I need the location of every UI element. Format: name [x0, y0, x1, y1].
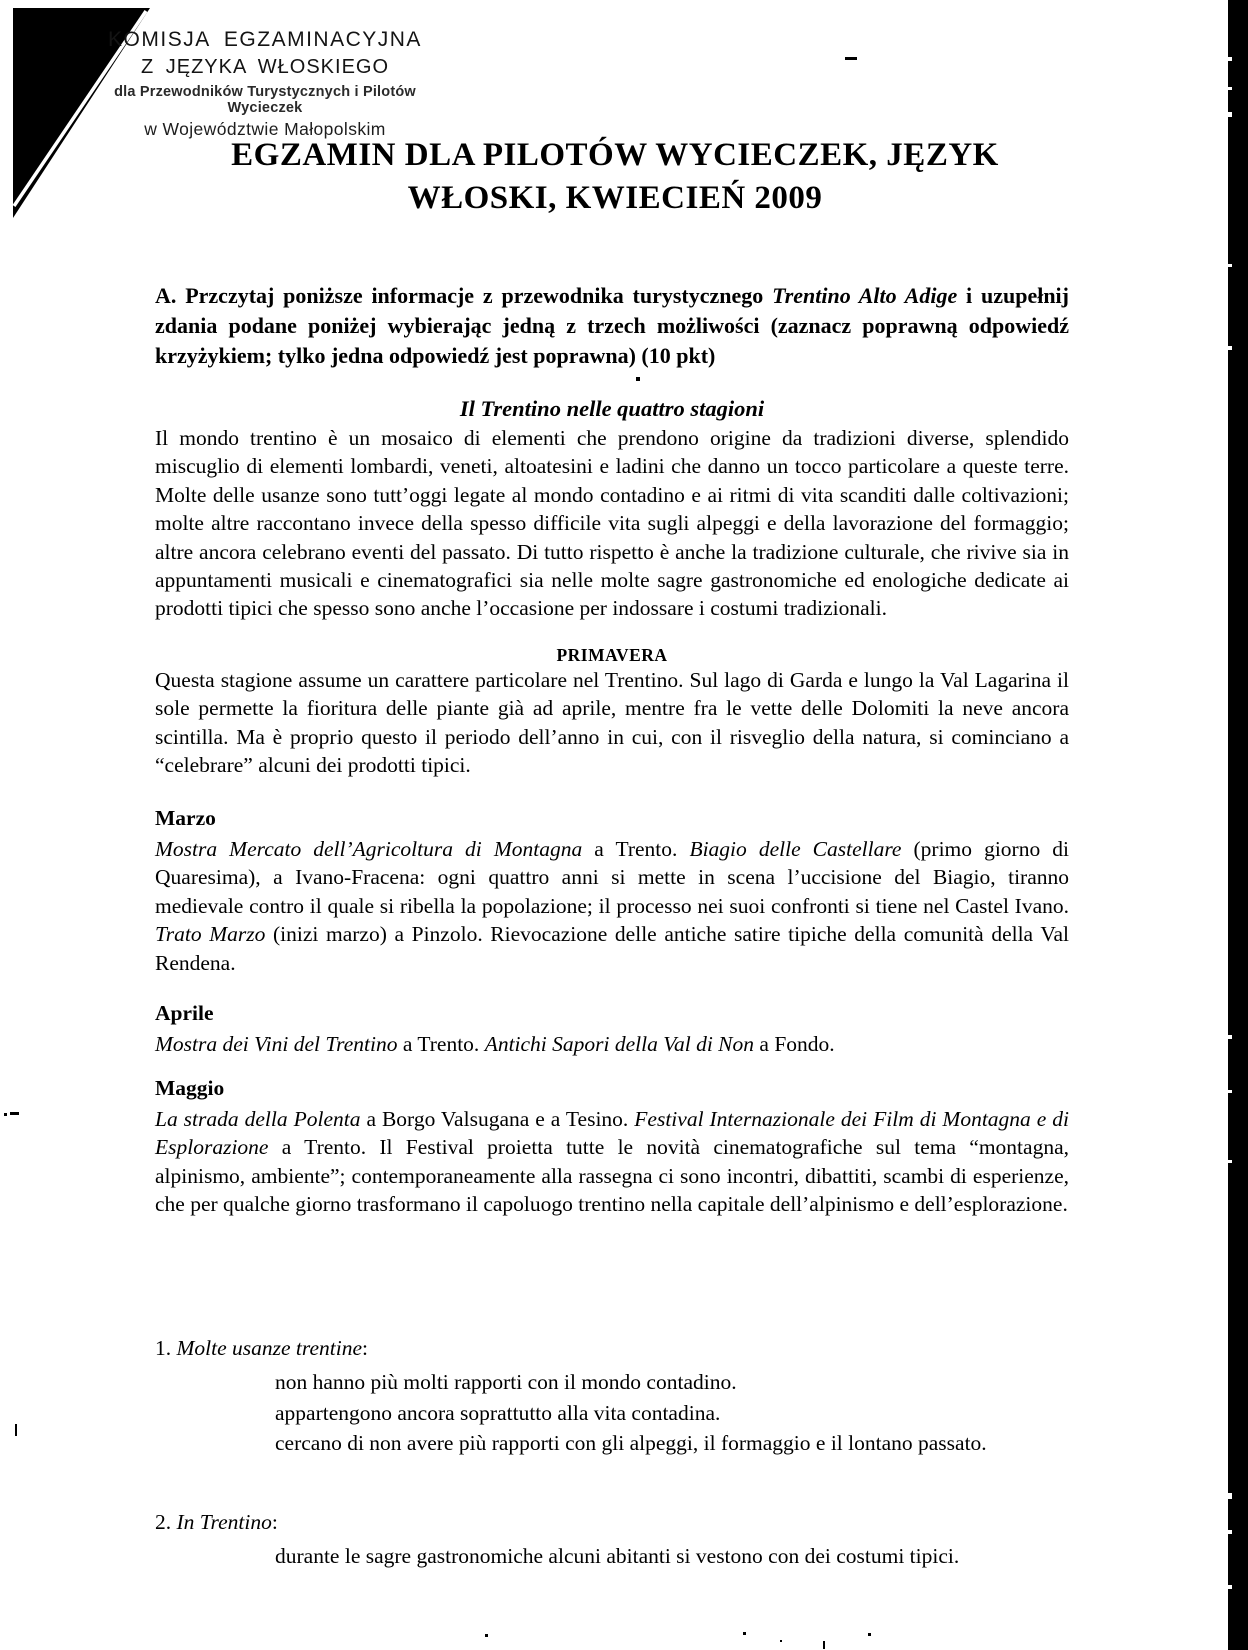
stamp-line-1: KOMISJA EGZAMINACYJNA — [108, 28, 422, 51]
month-paragraph-maggio: La strada della Polenta a Borgo Valsugana e a Tesino. Festival Internazionale dei Film di Montagna e di Esplorazione a Trento. Il Festival proietta tutte le novità cinematografiche sul tema “montagna, alpinismo, ambiente”; contemporaneamente alla rassegna ci sono incontri, dibattiti, scambi di esperienze, che per qualche giorno trasformano il capoluogo trentino nella capitale dell’alpinismo e dell’esplorazione. — [155, 1107, 1070, 1217]
scan-speck — [823, 1641, 825, 1649]
season-heading-primavera: PRIMAVERA — [556, 645, 668, 665]
scan-speck — [868, 1633, 871, 1636]
scan-speck — [15, 1424, 17, 1436]
scan-speck — [636, 377, 640, 381]
exam-commission-stamp — [85, 28, 445, 140]
page-title — [150, 134, 1080, 220]
scan-speck — [845, 57, 857, 60]
primavera-paragraph: Questa stagione assume un carattere particolare nel Trentino. Sul lago di Garda e lungo la Val Lagarina il sole permette la fioritura delle piante già ad aprile, mentre fra le vette delle Dolomiti la neve ancora scintilla. Ma è proprio questo il periodo dell’anno in cui, con il risveglio della natura, si cominciano a “celebrare” alcuni dei prodotti tipici. — [155, 668, 1069, 778]
stamp-line-2: Z JĘZYKA WŁOSKIEGO — [140, 56, 390, 78]
section-a-instructions: A. Przczytaj poniższe informacje z przewodnika turystycznego Trentino Alto Adige i uzupełnij zdania podane poniżej wybierając jedną z trzech możliwości (zaznacz poprawną odpowiedź krzyżykiem; tylko jedna odpowiedź jest poprawna) (10 pkt) — [155, 283, 1069, 368]
question-2-option-a: durante le sagre gastronomiche alcuni abitanti si vestono con dei costumi tipici. — [275, 1544, 960, 1568]
question-2-prompt: 2. In Trentino: — [155, 1510, 278, 1534]
question-1-option-a: non hanno più molti rapporti con il mondo contadino. — [275, 1370, 737, 1394]
scan-speck — [4, 1113, 7, 1116]
month-heading-aprile: Aprile — [155, 1001, 214, 1025]
month-heading-marzo: Marzo — [155, 806, 216, 830]
page-title-line-2: WŁOSKI, KWIECIEŃ 2009 — [407, 180, 823, 216]
stamp-line-4: w Województwie Małopolskim — [144, 119, 386, 139]
article-title: Il Trentino nelle quattro stagioni — [459, 396, 765, 421]
month-paragraph-aprile: Mostra dei Vini del Trentino a Trento. Antichi Sapori della Val di Non a Fondo. — [155, 1032, 835, 1056]
question-2-options — [155, 1541, 1069, 1572]
scan-speck — [10, 1112, 19, 1115]
stamp-line-3: dla Przewodników Turystycznych i Pilotów Wycieczek — [114, 84, 416, 116]
question-1-option-c: cercano di non avere più rapporti con gli alpeggi, il formaggio e il lontano passato. — [275, 1431, 987, 1455]
scan-edge-band — [1228, 0, 1248, 1650]
page-title-line-1: EGZAMIN DLA PILOTÓW WYCIECZEK, JĘZYK — [231, 137, 999, 173]
scan-speck — [485, 1634, 488, 1637]
month-paragraph-marzo: Mostra Mercato dell’Agricoltura di Montagna a Trento. Biagio delle Castellare (primo giorno di Quaresima), a Ivano-Fracena: ogni quattro anni si mette in scena l’uccisione del Biagio, tiranno medievale contro il quale si ribella la popolazione; il processo nei suoi confronti si tiene nel Castel Ivano. Trato Marzo (inizi marzo) a Pinzolo. Rievocazione delle antiche satire tipiche della comunità della Val Rendena. — [155, 837, 1069, 975]
question-1-option-b: appartengono ancora soprattutto alla vita contadina. — [275, 1400, 721, 1425]
article-intro-paragraph: Il mondo trentino è un mosaico di elementi che prendono origine da tradizioni diverse, splendido miscuglio di elementi lombardi, veneti, altoatesini e ladini che danno un tocco particolare a queste terre. Molte delle usanze sono tutt’oggi legate al mondo contadino e ai ritmi di vita scanditi dalle coltivazioni; molte altre raccontano invece della spesso difficile vita sugli alpeggi e della lavorazione del formaggio; altre ancora celebrano eventi del passato. Di tutto rispetto è anche la tradizione culturale, che rivive sia in appuntamenti musicali e cinematografici sia nelle molte sagre gastronomiche ed enologiche dedicate ai prodotti tipici che spesso sono anche l’occasione per indossare i costumi tradizionali. — [155, 426, 1069, 621]
scan-speck — [780, 1640, 782, 1642]
scan-speck — [743, 1632, 746, 1635]
question-1-options — [155, 1367, 1069, 1459]
question-1-prompt: 1. Molte usanze trentine: — [155, 1336, 368, 1360]
month-heading-maggio: Maggio — [155, 1076, 225, 1100]
